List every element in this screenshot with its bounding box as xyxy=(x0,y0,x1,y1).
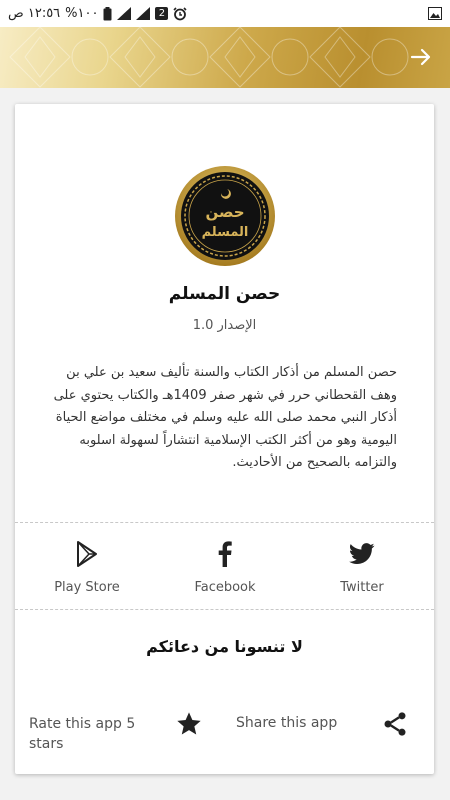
share-app-button[interactable] xyxy=(381,710,409,738)
app-name: حصن المسلم xyxy=(168,284,281,304)
status-right xyxy=(428,7,442,20)
star-icon xyxy=(175,710,203,738)
status-bar xyxy=(0,0,450,27)
arrow-right-icon xyxy=(410,46,432,68)
divider xyxy=(15,522,434,523)
app-logo xyxy=(174,165,276,267)
status-time: ١٢:٥٦ ص xyxy=(8,6,61,21)
status-left xyxy=(8,6,187,21)
play-store-icon xyxy=(76,541,98,567)
alarm-icon xyxy=(173,7,187,21)
back-button[interactable] xyxy=(406,42,436,72)
social-links-row xyxy=(15,534,434,602)
dua-text: لا تنسونا من دعائكم xyxy=(146,637,303,656)
play-store-label: Play Store xyxy=(54,580,120,595)
app-version: الإصدار 1.0 xyxy=(192,318,257,333)
sim-badge: 2 xyxy=(155,7,168,20)
twitter-icon xyxy=(349,543,375,565)
battery-icon xyxy=(103,7,112,21)
about-card xyxy=(15,104,434,774)
rate-app-text[interactable]: Rate this app 5 stars xyxy=(29,716,136,752)
svg-text:المسلم: المسلم xyxy=(201,225,249,240)
rate-app-button[interactable] xyxy=(175,710,203,738)
divider xyxy=(15,609,434,610)
header-banner xyxy=(0,27,450,88)
facebook-link[interactable] xyxy=(165,534,285,602)
app-description: حصن المسلم من أذكار الكتاب والسنة تأليف سعيد بن علي بن وهف القحطاني حرر في شهر صفر 1409هـ والكتاب يحتوي على أذكار النبي محمد صلى الله عليه وسلم في مختلف مواضع الحياة اليومية وهو من أكثر الكتب الإسلامية انتشاراً لسهولة اسلوبه والتزامه بالصحيح من الأحاديث. xyxy=(53,365,397,470)
facebook-icon xyxy=(218,541,232,567)
share-icon xyxy=(381,710,409,738)
twitter-link[interactable] xyxy=(302,534,422,602)
play-store-link[interactable] xyxy=(27,534,147,602)
signal-icon-2 xyxy=(136,7,150,20)
svg-text:حصن: حصن xyxy=(205,203,245,221)
twitter-label: Twitter xyxy=(340,580,384,595)
islamic-pattern-decoration xyxy=(0,27,450,88)
signal-icon xyxy=(117,7,131,20)
share-app-text[interactable]: Share this app xyxy=(236,715,338,731)
image-notification-icon xyxy=(428,7,442,20)
battery-percent: %١٠٠ xyxy=(65,6,99,21)
facebook-label: Facebook xyxy=(194,580,256,595)
